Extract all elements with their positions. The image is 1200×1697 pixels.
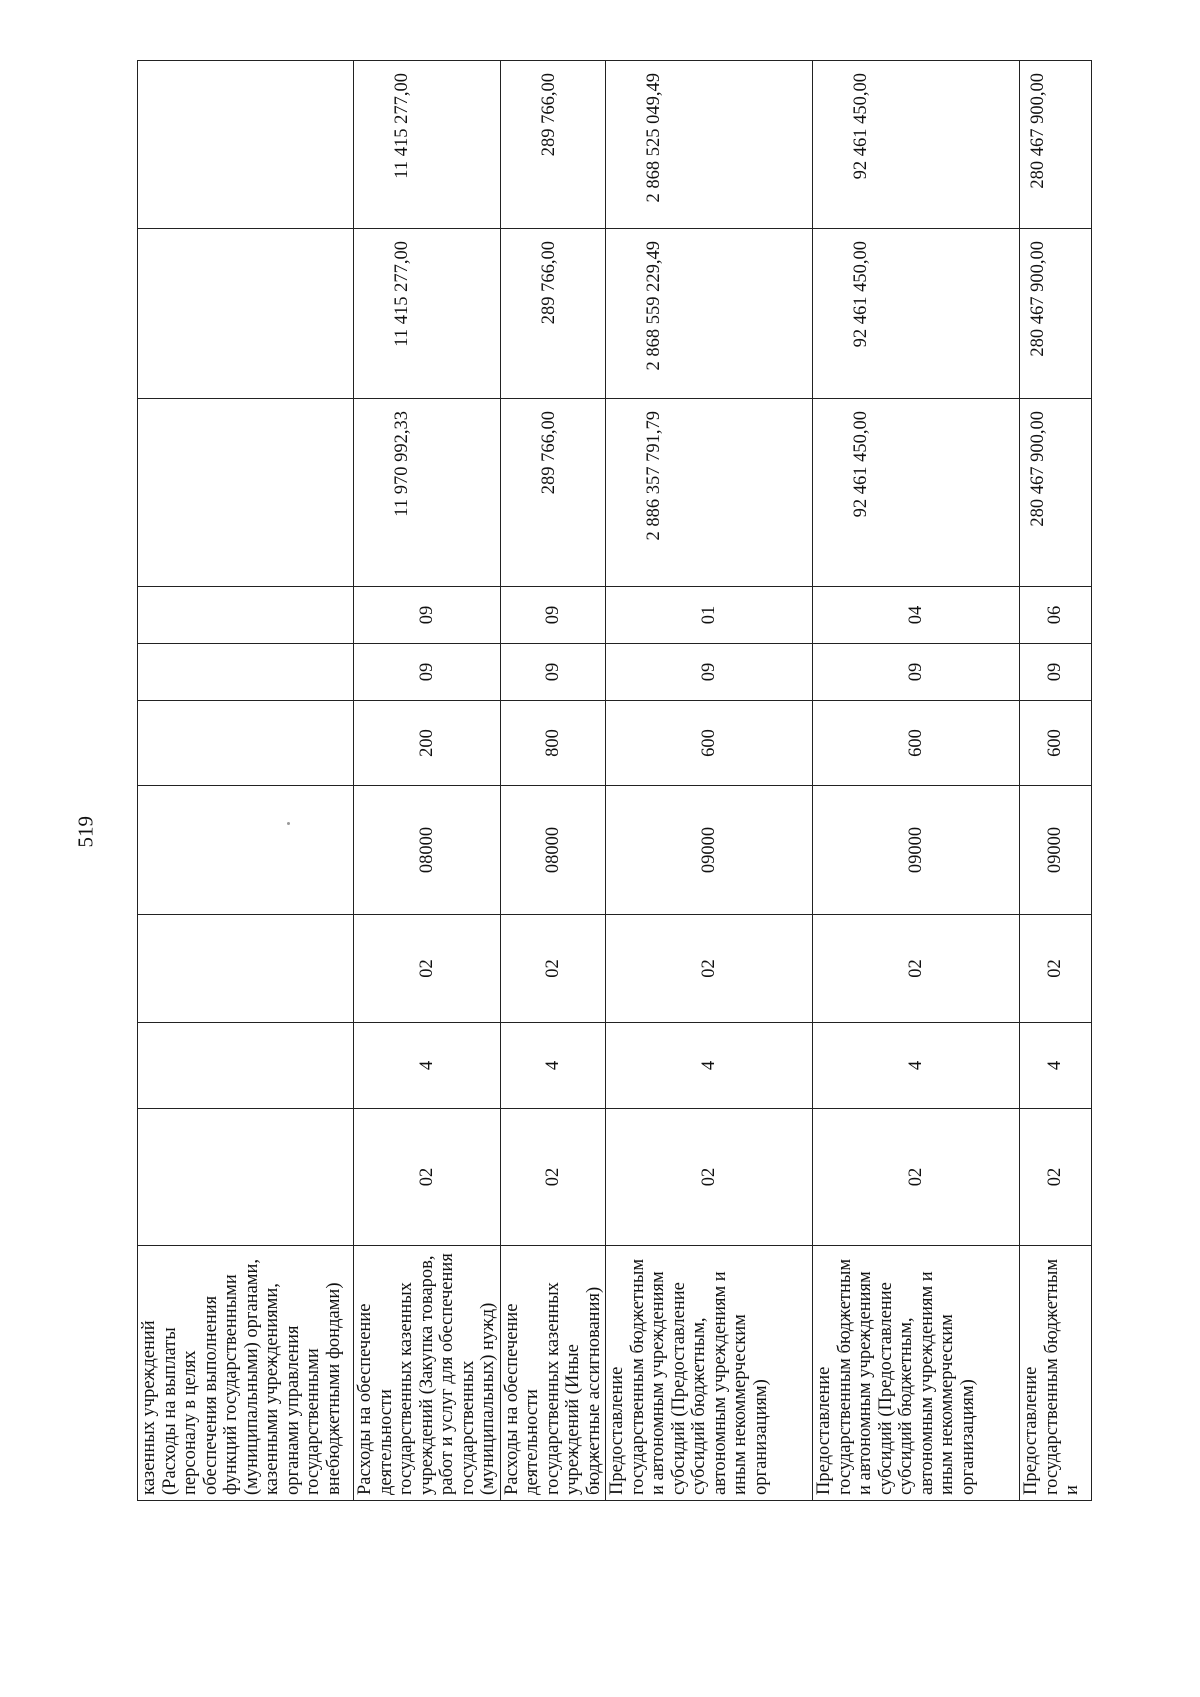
code-cell: 09000 [606, 786, 813, 915]
code-cell [138, 1023, 354, 1109]
code-cell: 08000 [354, 786, 501, 915]
code-cell: 600 [813, 701, 1020, 786]
budget-table-container [137, 61, 1082, 1501]
amount-cell: 289 766,00 [500, 399, 606, 587]
code-cell: 4 [606, 1023, 813, 1109]
amount-cell: 2 868 525 049,49 [606, 61, 813, 229]
amount-cell: 2 886 357 791,79 [606, 399, 813, 587]
amount-cell: 92 461 450,00 [813, 399, 1020, 587]
table-row [138, 61, 354, 1501]
code-cell: 02 [606, 915, 813, 1023]
code-cell: 09 [354, 644, 501, 701]
row-name-cell: Расходы на обеспечение деятельности государственных казенных учреждений (Закупка товаров, работ и услуг для обеспечения государственных (муниципальных) нужд) [354, 1246, 501, 1501]
amount-cell: 11 970 992,33 [354, 399, 501, 587]
code-cell: 06 [1020, 587, 1092, 644]
table-row [500, 61, 606, 1501]
code-cell: 09 [500, 644, 606, 701]
code-cell [138, 915, 354, 1023]
table-row [354, 61, 501, 1501]
code-cell: 4 [354, 1023, 501, 1109]
code-cell: 02 [606, 1109, 813, 1246]
table-row [1020, 61, 1092, 1501]
code-cell: 09 [1020, 644, 1092, 701]
budget-table [137, 60, 1092, 1501]
amount-cell: 11 415 277,00 [354, 61, 501, 229]
amount-cell: 2 868 559 229,49 [606, 229, 813, 399]
code-cell: 08000 [500, 786, 606, 915]
code-cell: 04 [813, 587, 1020, 644]
page-number: 519 [73, 816, 98, 848]
row-name-cell: Предоставление государственным бюджетным и автономным учреждениям субсидий (Предоставление субсидий бюджетным, автономным учреждениям и иным некоммерческим организациям) [813, 1246, 1020, 1501]
amount-cell [138, 229, 354, 399]
code-cell: 02 [1020, 915, 1092, 1023]
code-cell: 4 [500, 1023, 606, 1109]
code-cell: 200 [354, 701, 501, 786]
amount-cell: 289 766,00 [500, 61, 606, 229]
amount-cell: 280 467 900,00 [1020, 399, 1092, 587]
code-cell: 01 [606, 587, 813, 644]
code-cell: 02 [500, 1109, 606, 1246]
code-cell [138, 644, 354, 701]
code-cell: 09 [354, 587, 501, 644]
row-name-cell: Предоставление государственным бюджетным и автономным учреждениям субсидий (Предоставление субсидий бюджетным, автономным учреждениям и иным некоммерческим организациям) [606, 1246, 813, 1501]
code-cell: 02 [354, 915, 501, 1023]
amount-cell: 280 467 900,00 [1020, 61, 1092, 229]
code-cell: 09000 [1020, 786, 1092, 915]
table-row [606, 61, 813, 1501]
amount-cell: 92 461 450,00 [813, 61, 1020, 229]
code-cell: 02 [354, 1109, 501, 1246]
row-name-cell: Предоставление государственным бюджетным и [1020, 1246, 1092, 1501]
code-cell [138, 701, 354, 786]
code-cell: 09000 [813, 786, 1020, 915]
code-cell [138, 587, 354, 644]
code-cell: 09 [606, 644, 813, 701]
code-cell: 02 [1020, 1109, 1092, 1246]
code-cell [138, 786, 354, 915]
code-cell: 02 [813, 915, 1020, 1023]
code-cell: 800 [500, 701, 606, 786]
table-row [813, 61, 1020, 1501]
amount-cell: 280 467 900,00 [1020, 229, 1092, 399]
amount-cell: 92 461 450,00 [813, 229, 1020, 399]
row-name-cell: Расходы на обеспечение деятельности государственных казенных учреждений (Иные бюджетные ассигнования) [500, 1246, 606, 1501]
code-cell: 4 [813, 1023, 1020, 1109]
code-cell: 02 [813, 1109, 1020, 1246]
code-cell: 600 [1020, 701, 1092, 786]
scan-speck [287, 822, 290, 825]
row-name-cell: казенных учреждений (Расходы на выплаты персоналу в целях обеспечения выполнения функций государственными (муниципальными) органами, казенными учреждениями, органами управления государственными внебюджетными фондами) [138, 1246, 354, 1501]
code-cell: 09 [813, 644, 1020, 701]
amount-cell: 11 415 277,00 [354, 229, 501, 399]
amount-cell [138, 399, 354, 587]
code-cell [138, 1109, 354, 1246]
code-cell: 600 [606, 701, 813, 786]
amount-cell [138, 61, 354, 229]
amount-cell: 289 766,00 [500, 229, 606, 399]
code-cell: 09 [500, 587, 606, 644]
code-cell: 4 [1020, 1023, 1092, 1109]
code-cell: 02 [500, 915, 606, 1023]
